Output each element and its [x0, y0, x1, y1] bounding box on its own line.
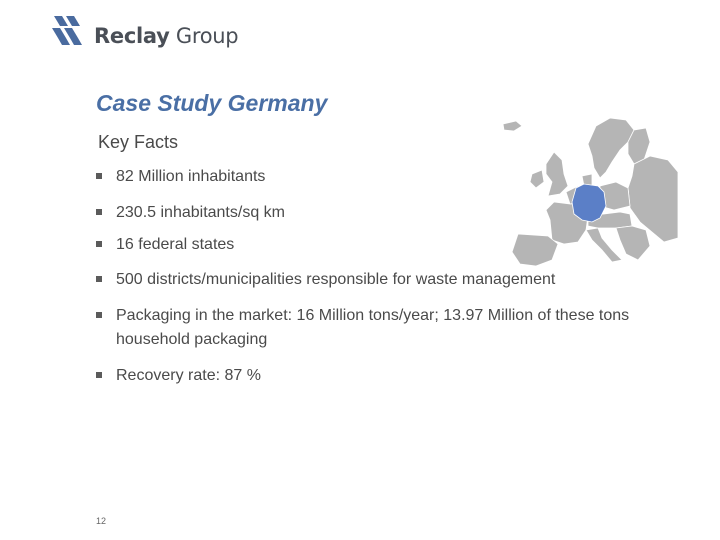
- fact-text: 500 districts/municipalities responsible for waste management: [116, 271, 556, 288]
- fact-text: 16 federal states: [116, 236, 235, 253]
- fact-text: 82 Million inhabitants: [116, 168, 266, 185]
- reclay-stripes-logo-icon: [52, 14, 82, 46]
- fact-text: Recovery rate: 87 %: [116, 367, 261, 384]
- page-number: 12: [96, 516, 107, 526]
- logo-name-part1: Reclay: [94, 24, 170, 48]
- logo-name-part2: Group: [175, 24, 239, 48]
- bullet-square-icon: [96, 312, 102, 318]
- list-item: [96, 304, 656, 352]
- bullet-square-icon: [96, 241, 102, 247]
- slide-title: Case Study Germany: [96, 90, 328, 116]
- bullet-square-icon: [96, 173, 102, 179]
- bullet-square-icon: [96, 372, 102, 378]
- bullet-square-icon: [96, 276, 102, 282]
- slide-subtitle: Key Facts: [98, 132, 179, 152]
- list-item: [96, 364, 676, 388]
- bullet-square-icon: [96, 209, 102, 215]
- list-item: [96, 201, 676, 225]
- logo-wordmark: [94, 24, 238, 48]
- map-iceland: [503, 121, 522, 131]
- list-item: [96, 165, 676, 189]
- fact-text: Packaging in the market: 16 Million tons/year; 13.97 Million of these tons household packaging: [116, 307, 630, 348]
- list-item: [96, 268, 676, 292]
- fact-text: 230.5 inhabitants/sq km: [116, 204, 285, 221]
- list-item: [96, 233, 676, 257]
